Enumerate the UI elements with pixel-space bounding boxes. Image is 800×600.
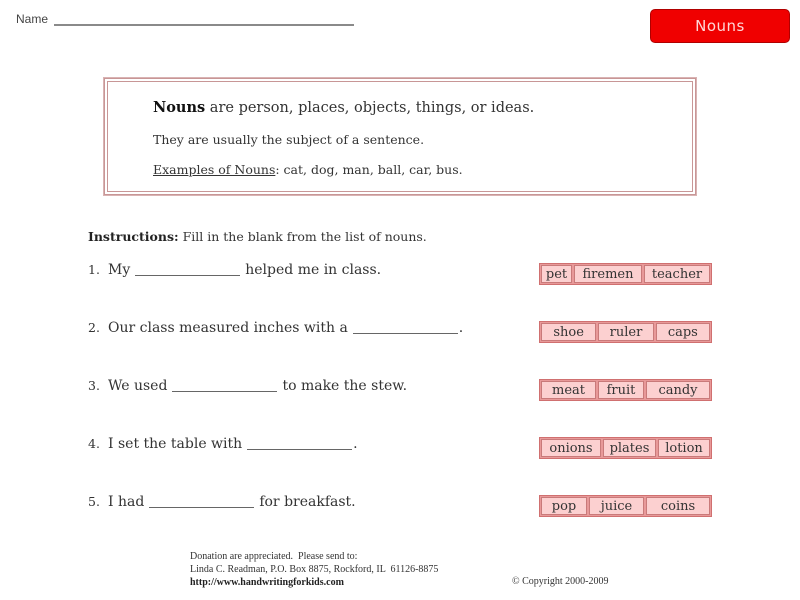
question-text-before: My (108, 262, 131, 278)
question-text-after: for breakfast. (259, 494, 356, 510)
choice-list-3 (539, 379, 712, 401)
question-number: 4. (88, 436, 100, 451)
question-3 (88, 378, 407, 394)
answer-blank[interactable] (247, 448, 352, 450)
examples-line (153, 162, 463, 177)
answer-blank[interactable] (135, 274, 240, 276)
choice-list-2 (539, 321, 712, 343)
definition-text: are person, places, objects, things, or ideas. (205, 100, 535, 116)
choice-item[interactable]: fruit (598, 381, 644, 399)
answer-blank[interactable] (172, 390, 277, 392)
choice-list-4 (539, 437, 712, 459)
name-field (16, 12, 354, 26)
choice-item[interactable]: ruler (598, 323, 653, 341)
question-text-after: . (458, 320, 464, 336)
question-1 (88, 262, 381, 278)
question-4 (88, 436, 358, 452)
question-text-after: . (353, 436, 358, 452)
name-blank-line[interactable] (54, 12, 354, 26)
choice-item[interactable]: firemen (574, 265, 642, 283)
choice-item[interactable]: onions (541, 439, 601, 457)
donation-info (190, 550, 438, 589)
subject-note: They are usually the subject of a sentence. (153, 132, 425, 147)
choice-item[interactable]: shoe (541, 323, 596, 341)
question-text-before: We used (108, 378, 168, 394)
choice-item[interactable]: caps (656, 323, 710, 341)
answer-blank[interactable] (149, 506, 254, 508)
choice-list-5 (539, 495, 712, 517)
choice-item[interactable]: juice (589, 497, 644, 515)
question-2 (88, 320, 463, 336)
choice-item[interactable]: teacher (644, 265, 710, 283)
question-text-after: helped me in class. (245, 262, 382, 278)
title-badge: Nouns (650, 9, 790, 43)
question-text-before: I set the table with (108, 436, 243, 452)
answer-blank[interactable] (353, 332, 458, 334)
choice-item[interactable]: pet (541, 265, 572, 283)
question-text-before: I had (108, 494, 145, 510)
question-5 (88, 494, 356, 510)
mailing-address: Linda C. Readman, P.O. Box 8875, Rockford, IL 61126-8875 (190, 564, 439, 575)
question-number: 5. (88, 494, 100, 509)
question-text-after: to make the stew. (282, 378, 408, 394)
choice-item[interactable]: lotion (658, 439, 710, 457)
choice-item[interactable]: plates (603, 439, 656, 457)
choice-item[interactable]: pop (541, 497, 587, 515)
instructions (88, 229, 427, 244)
question-number: 2. (88, 320, 100, 335)
instructions-text: Fill in the blank from the list of nouns. (178, 229, 427, 244)
examples-text: : cat, dog, man, ball, car, bus. (275, 162, 463, 177)
website-link[interactable]: http://www.handwritingforkids.com (190, 577, 344, 588)
question-text-before: Our class measured inches with a (108, 320, 348, 336)
examples-label: Examples of Nouns (153, 162, 276, 177)
name-label: Name (16, 12, 49, 26)
question-number: 3. (88, 378, 100, 393)
choice-item[interactable]: meat (541, 381, 596, 399)
question-number: 1. (88, 262, 100, 277)
definition-term: Nouns (153, 99, 206, 116)
donation-line: Donation are appreciated. Please send to: (190, 551, 358, 562)
definition-line (153, 99, 534, 116)
choice-item[interactable]: candy (646, 381, 710, 399)
copyright-notice: © Copyright 2000-2009 (512, 576, 609, 587)
choice-list-1 (539, 263, 712, 285)
definition-box (104, 78, 696, 195)
instructions-label: Instructions: (88, 229, 179, 244)
choice-item[interactable]: coins (646, 497, 710, 515)
